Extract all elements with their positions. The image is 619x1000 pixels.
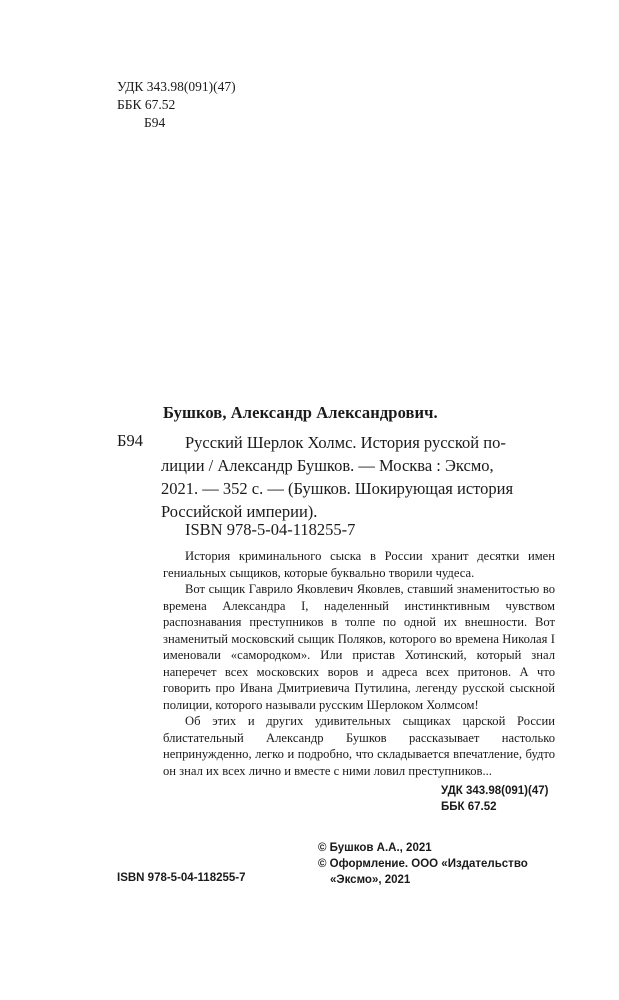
- copyright-design-cont: «Эксмо», 2021: [330, 874, 411, 886]
- abstract-paragraph: Об этих и других удивительных сыщиках царской России блистательный Александр Бушков рассказывает настолько непринужденно, легко и подробно, что складывается впечатление, будто он знал их всех лично и вместе с ними ловил преступников...: [163, 714, 555, 778]
- copyright-block: [318, 840, 528, 888]
- footer-classification: [441, 783, 548, 815]
- abstract-paragraph: История криминального сыска в России хранит десятки имен гениальных сыщиков, которые буквально творили чудеса.: [163, 549, 555, 580]
- description-line: лиции / Александр Бушков. — Москва : Эксмо,: [161, 456, 494, 475]
- description-line: Русский Шерлок Холмс. История русской по-: [185, 433, 506, 452]
- catalog-code: Б94: [117, 431, 143, 450]
- udk-code: УДК 343.98(091)(47): [117, 79, 236, 94]
- bbk-code: ББК 67.52: [117, 97, 176, 112]
- catalog-description: [161, 431, 555, 523]
- footer-bbk: ББК 67.52: [441, 801, 497, 813]
- abstract-paragraph: Вот сыщик Гаврило Яковлевич Яковлев, ставший знаменитостью во времена Александра I, наделенный инстинктивным чувством распознавания преступников в толпе по одной их внешности. Вот знаменитый московский сыщик Поляков, которого во времена Николая I именовали «самородком». Или пристав Хотинский, который знал наперечет всех московских воров и адреса всех притонов. А что говорить про Ивана Дмитриевича Путилина, легенду русской сыскной полиции, которого называли русским Шерлоком Холмсом!: [163, 582, 555, 712]
- footer-udk: УДК 343.98(091)(47): [441, 785, 549, 797]
- footer-isbn: ISBN 978-5-04-118255-7: [117, 872, 246, 884]
- description-line: Российской империи).: [161, 502, 318, 521]
- catalog-isbn: ISBN 978-5-04-118255-7: [185, 520, 356, 539]
- copyright-author: © Бушков А.А., 2021: [318, 842, 432, 854]
- copyright-design: © Оформление. ООО «Издательство: [318, 858, 528, 870]
- abstract: [163, 548, 555, 779]
- classification-block: [117, 78, 236, 132]
- catalog-author: Бушков, Александр Александрович.: [163, 403, 438, 422]
- author-code: Б94: [144, 115, 166, 130]
- description-line: 2021. — 352 с. — (Бушков. Шокирующая история: [161, 479, 514, 498]
